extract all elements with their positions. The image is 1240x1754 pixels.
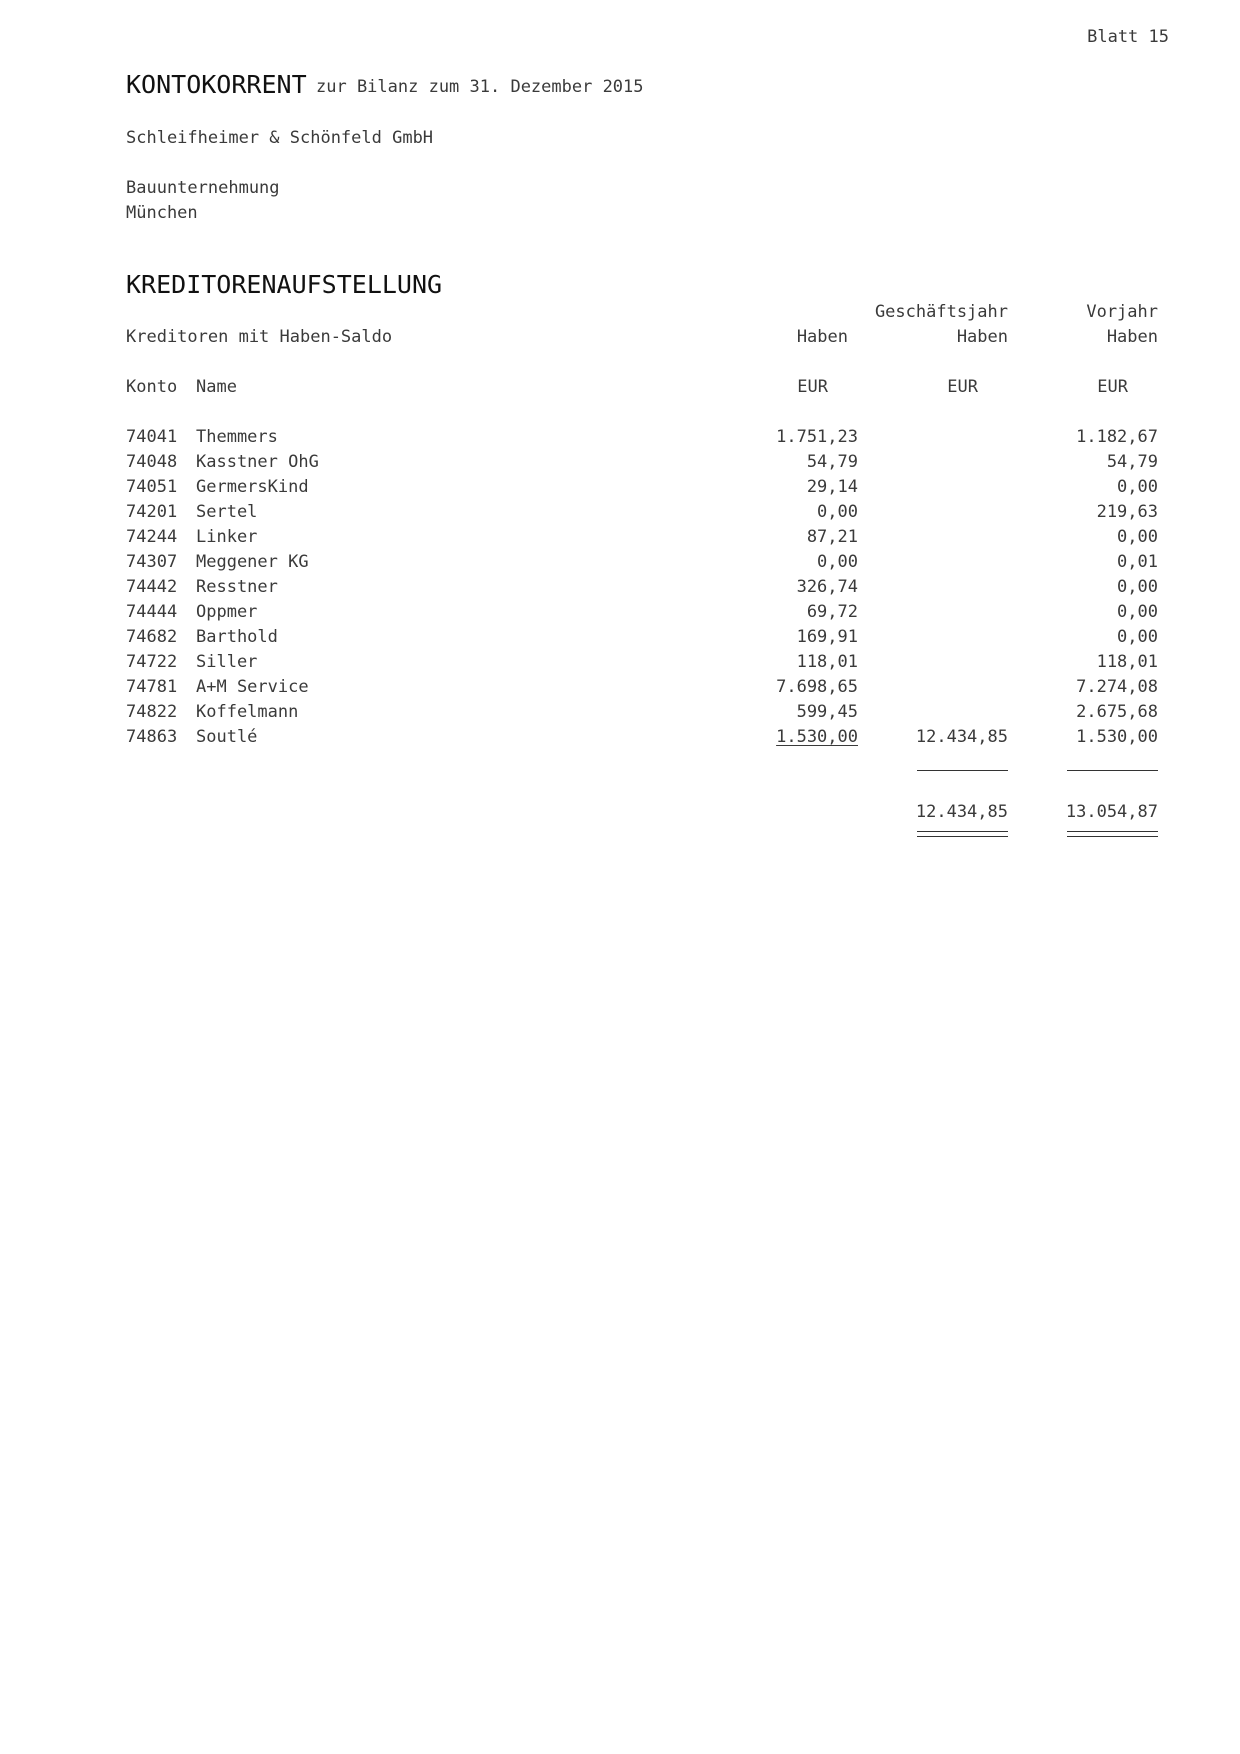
- total-double-rule-vorjahr: [1067, 831, 1158, 837]
- name-cell: Siller: [196, 652, 258, 672]
- column-header-haben-3: Haben: [1106, 327, 1158, 347]
- konto-cell: 74201: [126, 502, 178, 522]
- vorjahr-cell: 0,00: [1117, 477, 1158, 497]
- column-header-name: Name: [196, 377, 237, 397]
- name-cell: Barthold: [196, 627, 278, 647]
- vorjahr-cell: 118,01: [1096, 652, 1158, 672]
- table-row: [0, 677, 1240, 697]
- haben-cell: 87,21: [806, 527, 858, 547]
- table-row: [0, 652, 1240, 672]
- name-cell: GermersKind: [196, 477, 309, 497]
- table-row: [0, 552, 1240, 572]
- table-row: [0, 527, 1240, 547]
- vorjahr-cell: 0,01: [1117, 552, 1158, 572]
- column-header-geschaeftsjahr: Geschäftsjahr: [874, 302, 1008, 322]
- haben-cell: 29,14: [806, 477, 858, 497]
- konto-cell: 74682: [126, 627, 178, 647]
- table-row: [0, 627, 1240, 647]
- vorjahr-cell: 0,00: [1117, 627, 1158, 647]
- table-row: [0, 727, 1240, 747]
- konto-cell: 74307: [126, 552, 178, 572]
- name-cell: Kasstner OhG: [196, 452, 319, 472]
- table-row: [0, 477, 1240, 497]
- haben-cell: 1.751,23: [776, 427, 858, 447]
- total-double-rule-geschaeftsjahr: [917, 831, 1008, 837]
- haben-cell: 7.698,65: [776, 677, 858, 697]
- vorjahr-cell: 54,79: [1106, 452, 1158, 472]
- total-vorjahr: 13.054,87: [1065, 802, 1158, 822]
- name-cell: Sertel: [196, 502, 258, 522]
- table-row: [0, 427, 1240, 447]
- haben-cell: 54,79: [806, 452, 858, 472]
- haben-cell: 0,00: [817, 552, 858, 572]
- haben-cell: 599,45: [796, 702, 858, 722]
- name-cell: Soutlé: [196, 727, 258, 747]
- vorjahr-cell: 1.182,67: [1076, 427, 1158, 447]
- name-cell: Linker: [196, 527, 258, 547]
- company-name: Schleifheimer & Schönfeld GmbH: [126, 128, 434, 148]
- vorjahr-cell: 0,00: [1117, 577, 1158, 597]
- vorjahr-cell: 219,63: [1096, 502, 1158, 522]
- name-cell: Resstner: [196, 577, 278, 597]
- page-subtitle: zur Bilanz zum 31. Dezember 2015: [316, 77, 644, 97]
- konto-cell: 74444: [126, 602, 178, 622]
- haben-cell: 169,91: [796, 627, 858, 647]
- page-title: KONTOKORRENT: [126, 70, 307, 99]
- column-header-eur-1: EUR: [797, 377, 828, 397]
- geschaeftsjahr-subtotal-cell: 12.434,85: [915, 727, 1008, 747]
- haben-cell: 69,72: [806, 602, 858, 622]
- column-header-eur-3: EUR: [1097, 377, 1128, 397]
- table-row: [0, 602, 1240, 622]
- name-cell: A+M Service: [196, 677, 309, 697]
- haben-cell: 326,74: [796, 577, 858, 597]
- table-row: [0, 702, 1240, 722]
- name-cell: Themmers: [196, 427, 278, 447]
- sheet-number: Blatt 15: [1087, 27, 1169, 47]
- subtotal-rule-geschaeftsjahr: [917, 770, 1008, 771]
- konto-cell: 74722: [126, 652, 178, 672]
- konto-cell: 74051: [126, 477, 178, 497]
- vorjahr-cell: 0,00: [1117, 602, 1158, 622]
- konto-cell: 74041: [126, 427, 178, 447]
- company-city: München: [126, 203, 198, 223]
- konto-cell: 74822: [126, 702, 178, 722]
- name-cell: Meggener KG: [196, 552, 309, 572]
- konto-cell: 74442: [126, 577, 178, 597]
- konto-cell: 74781: [126, 677, 178, 697]
- vorjahr-cell: 0,00: [1117, 527, 1158, 547]
- total-geschaeftsjahr: 12.434,85: [915, 802, 1008, 822]
- group-label: Kreditoren mit Haben-Saldo: [126, 327, 393, 347]
- column-header-eur-2: EUR: [947, 377, 978, 397]
- vorjahr-cell: 7.274,08: [1076, 677, 1158, 697]
- haben-cell: 0,00: [817, 502, 858, 522]
- name-cell: Oppmer: [196, 602, 258, 622]
- column-header-haben-1: Haben: [796, 327, 848, 347]
- table-row: [0, 452, 1240, 472]
- name-cell: Koffelmann: [196, 702, 299, 722]
- table-row: [0, 577, 1240, 597]
- company-type: Bauunternehmung: [126, 178, 280, 198]
- haben-cell-underlined: 1.530,00: [776, 727, 858, 747]
- vorjahr-cell: 2.675,68: [1076, 702, 1158, 722]
- konto-cell: 74863: [126, 727, 178, 747]
- haben-cell: 118,01: [796, 652, 858, 672]
- column-header-vorjahr: Vorjahr: [1086, 302, 1158, 322]
- konto-cell: 74244: [126, 527, 178, 547]
- vorjahr-cell: 1.530,00: [1076, 727, 1158, 747]
- section-title: KREDITORENAUFSTELLUNG: [126, 270, 443, 299]
- subtotal-rule-vorjahr: [1067, 770, 1158, 771]
- column-header-haben-2: Haben: [956, 327, 1008, 347]
- konto-cell: 74048: [126, 452, 178, 472]
- column-header-konto: Konto: [126, 377, 178, 397]
- table-row: [0, 502, 1240, 522]
